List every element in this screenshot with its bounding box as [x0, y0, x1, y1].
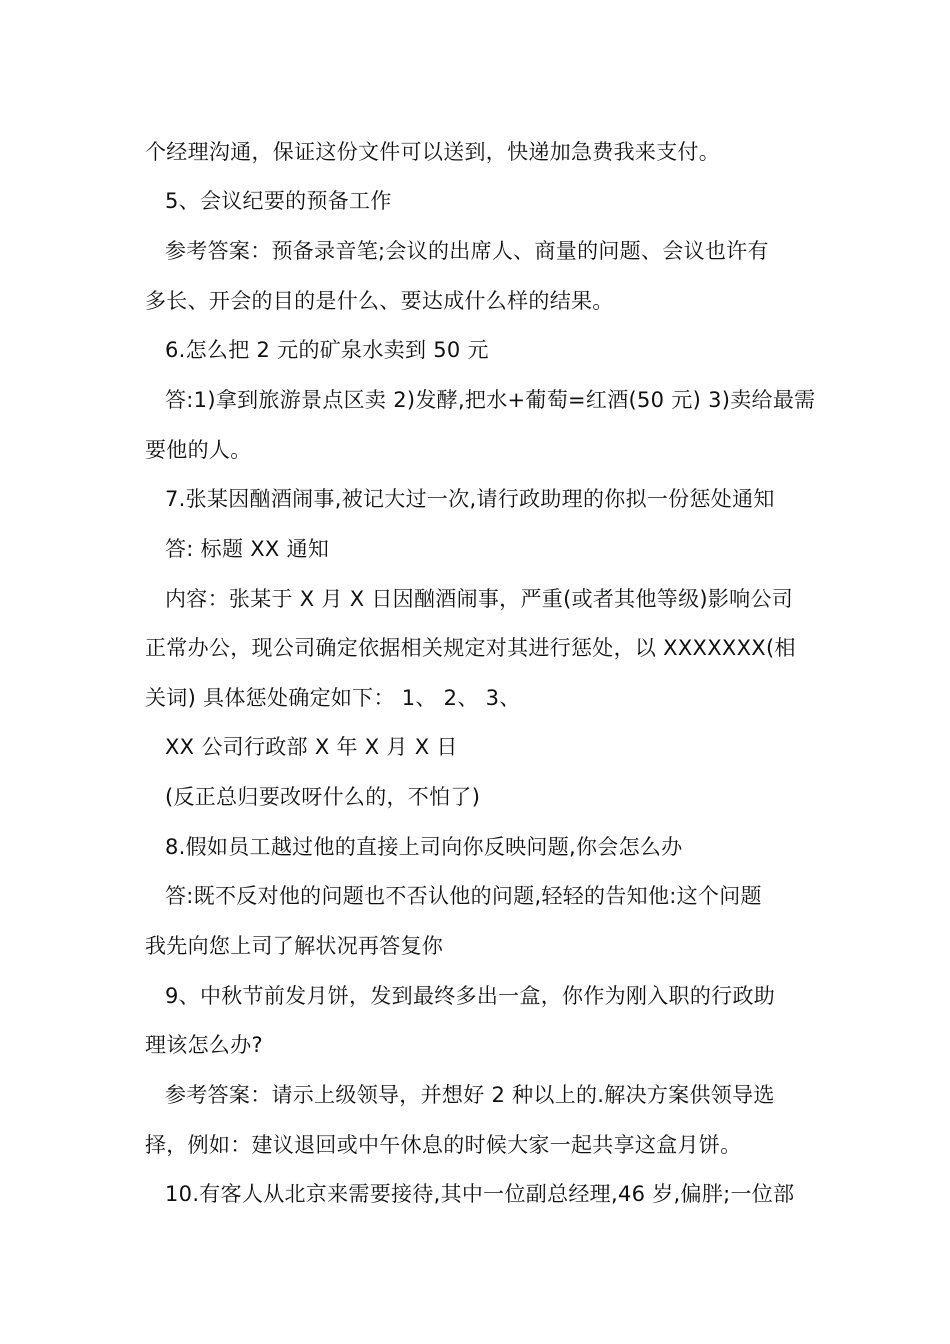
section-heading: 8.假如员工越过他的直接上司向你反映问题,你会怎么办 [165, 835, 683, 859]
text-line: 内容：张某于 X 月 X 日因酗酒闹事，严重(或者其他等级)影响公司 [165, 587, 794, 611]
text-line: XX 公司行政部 X 年 X 月 X 日 [165, 735, 458, 759]
text-line: 理该怎么办? [145, 1033, 263, 1057]
text-line: 答:1)拿到旅游景点区卖 2)发酵,把水+葡萄=红酒(50 元) 3)卖给最需 [165, 388, 816, 412]
section-heading: 10.有客人从北京来需要接待,其中一位副总经理,46 岁,偏胖;一位部 [165, 1182, 795, 1206]
text-line: 关词) 具体惩处确定如下： 1、 2、 3、 [145, 686, 521, 710]
text-line: (反正总归要改呀什么的，不怕了) [165, 785, 481, 809]
text-line: 正常办公，现公司确定依据相关规定对其进行惩处，以 XXXXXXX(相 [145, 636, 796, 660]
text-line: 参考答案：预备录音笔;会议的出席人、商量的问题、会议也许有 [165, 239, 769, 263]
text-line: 要他的人。 [145, 438, 252, 462]
text-line: 答: 标题 XX 通知 [165, 537, 330, 561]
section-heading: 7.张某因酗酒闹事,被记大过一次,请行政助理的你拟一份惩处通知 [165, 487, 775, 511]
section-heading: 5、会议纪要的预备工作 [165, 189, 392, 213]
section-heading: 9、中秋节前发月饼，发到最终多出一盒，你作为刚入职的行政助 [165, 984, 776, 1008]
text-line: 我先向您上司了解状况再答复你 [145, 934, 444, 958]
text-line: 个经理沟通，保证这份文件可以送到，快递加急费我来支付。 [145, 140, 721, 164]
text-line: 多长、开会的目的是什么、要达成什么样的结果。 [145, 289, 614, 313]
section-heading: 6.怎么把 2 元的矿泉水卖到 50 元 [165, 338, 489, 362]
text-line: 答:既不反对他的问题也不否认他的问题,轻轻的告知他:这个问题 [165, 884, 762, 908]
text-line: 择，例如：建议退回或中午休息的时候大家一起共享这盒月饼。 [145, 1133, 742, 1157]
text-line: 参考答案：请示上级领导，并想好 2 种以上的.解决方案供领导选 [165, 1083, 775, 1107]
